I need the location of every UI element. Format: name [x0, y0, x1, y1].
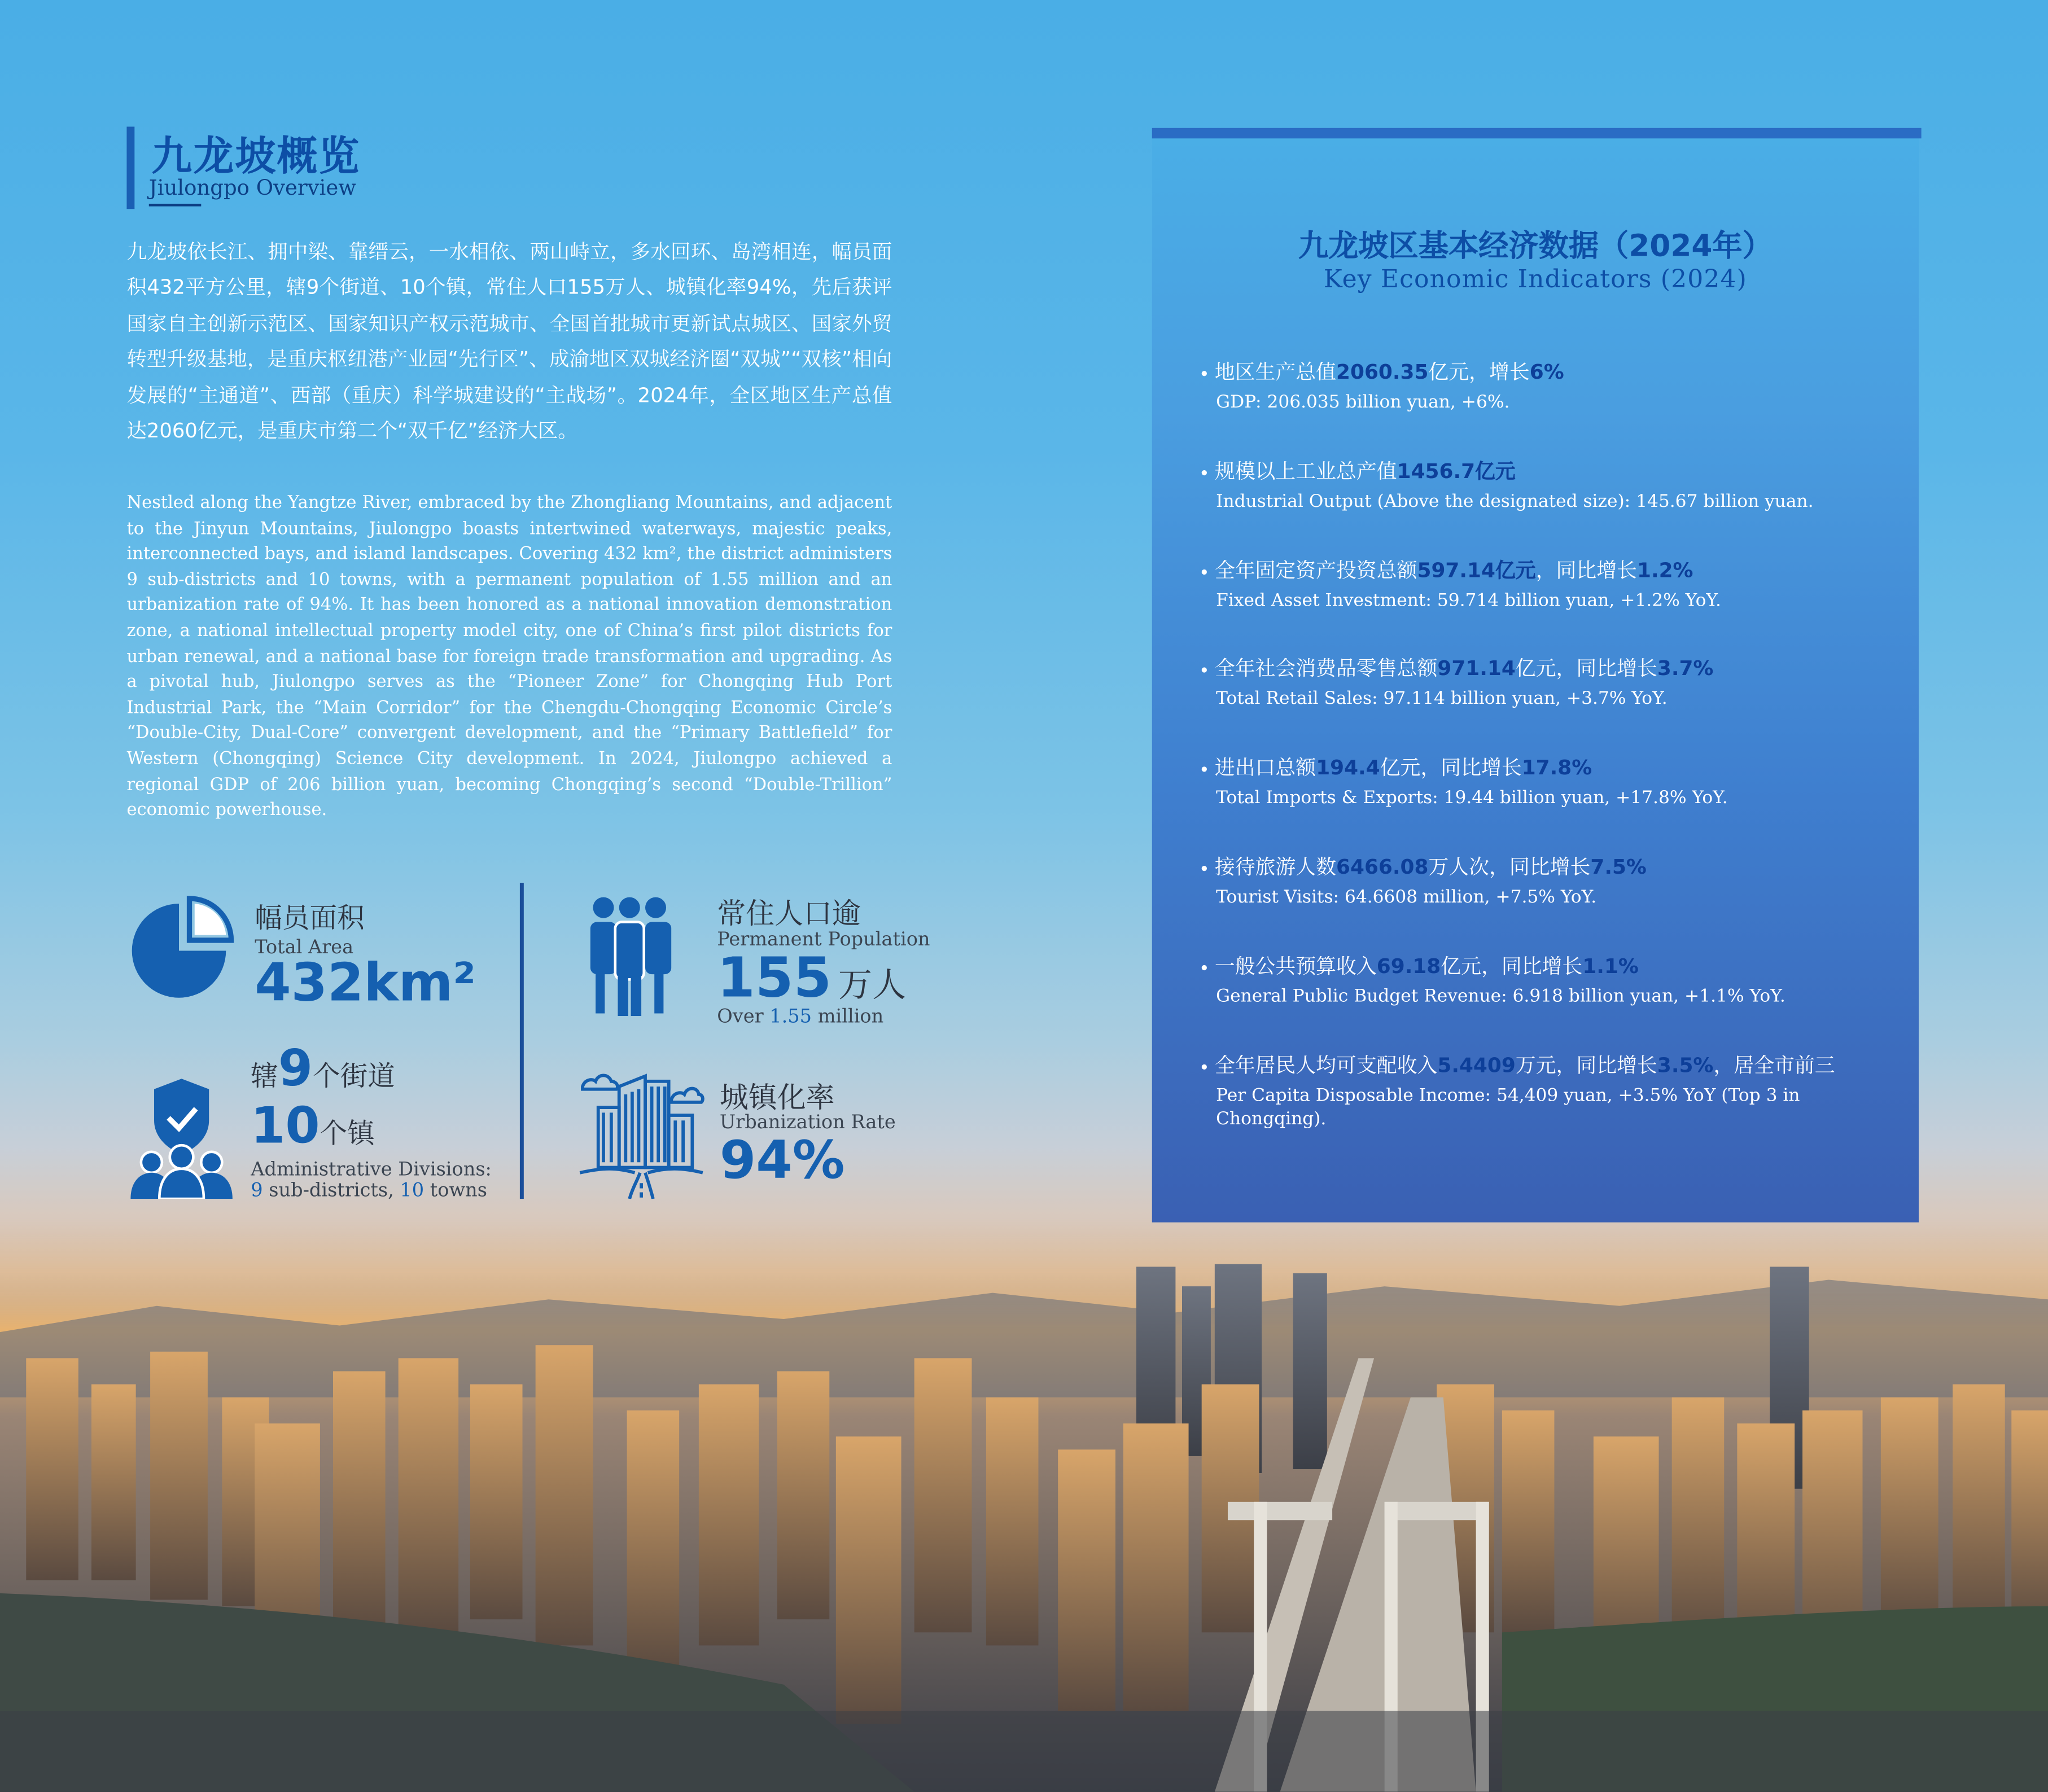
indicator-item [1202, 555, 1881, 612]
indicator-value-2: 7.5% [1590, 855, 1647, 879]
population-sub-num: 1.55 [769, 1006, 812, 1028]
indicator-english: Total Imports & Exports: 19.44 billion yuan, +17.8% YoY. [1216, 787, 1728, 809]
panel-top-bar [1152, 128, 1922, 139]
indicator-text-a: 规模以上工业总产值 [1214, 459, 1397, 484]
indicator-text-b: 万元，同比增长 [1515, 1054, 1657, 1077]
indicator-value-2: 17.8% [1521, 756, 1592, 780]
divisions-sub [251, 1181, 492, 1202]
town-unit: 个镇 [320, 1118, 375, 1150]
indicator-value-2: 3.5% [1657, 1054, 1714, 1077]
bullet-icon [1202, 569, 1207, 574]
indicator-text-a: 一般公共预算收入 [1214, 954, 1377, 979]
indicator-item [1202, 357, 1881, 414]
indicator-value-2: 6% [1529, 360, 1564, 384]
area-label-en: Total Area [255, 937, 354, 959]
population-sub [717, 1007, 930, 1028]
indicator-english: GDP: 206.035 billion yuan, +6%. [1216, 392, 1510, 413]
area-label-cn: 幅员面积 [255, 902, 365, 934]
urbanization-stat [720, 1076, 896, 1191]
indicator-item [1202, 653, 1881, 711]
indicator-text-b: 亿元，同比增长 [1380, 756, 1522, 780]
indicator-text-c: ，居全市前三 [1713, 1054, 1835, 1077]
population-sub-post: million [812, 1006, 884, 1028]
intro-english-paragraph: Nestled along the Yangtze River, embraced by the Zhongliang Mountains, and adjacent to the Jinyun Mountains, Jiulongpo boasts intertwined waterways, majestic peaks, interconnected bays, and island landscapes. Covering 432 km², the district administers 9 sub-districts and 10 towns, with a permanent population of 1.55 million and an urbanization rate of 94%. It has been honored as a national innovation demonstration zone, a national intellectual property model city, one of China’s first pilot districts for urban renewal, and a national base for foreign trade transformation and upgrading. As a pivotal hub, Jiulongpo serves as the “Pioneer Zone” for Chongqing Hub Port Industrial Park, the “Main Corridor” for the Chengdu-Chongqing Economic Circle’s “Double-City, Dual-Core” convergent development, and the “Primary Battlefield” for Western (Chongqing) Science City development. In 2024, Jiulongpo achieved a regional GDP of 206 billion yuan, becoming Chongqing’s second “Double-Trillion” economic powerhouse. [126, 493, 892, 821]
urbanization-label-en: Urbanization Rate [719, 1112, 896, 1134]
subdistrict-count: 9 [278, 1039, 313, 1097]
urbanization-value: 94% [719, 1131, 845, 1191]
divisions-sub-post: towns [424, 1180, 488, 1202]
indicator-english: Total Retail Sales: 97.114 billion yuan, +3.7% YoY. [1216, 688, 1668, 709]
indicator-english: Fixed Asset Investment: 59.714 billion yuan, +1.2% YoY. [1216, 590, 1721, 611]
population-label-en: Permanent Population [717, 930, 930, 951]
indicator-text-b: ，同比增长 [1535, 559, 1638, 582]
stats-divider [520, 883, 524, 1199]
city-buildings-icon [577, 1068, 706, 1199]
indicator-value-2: 1.1% [1582, 954, 1639, 979]
indicator-text-a: 全年固定资产投资总额 [1214, 559, 1417, 582]
divisions-sub-num1: 9 [251, 1180, 263, 1202]
divisions-label-en: Administrative Divisions: [251, 1159, 492, 1181]
indicator-item [1202, 950, 1881, 1008]
indicator-english: Industrial Output (Above the designated size): 145.67 billion yuan. [1216, 490, 1814, 512]
population-unit: 万人 [838, 966, 907, 1006]
indicator-value-1: 1456.7亿元 [1397, 459, 1516, 484]
population-value: 155 [717, 945, 832, 1010]
divisions-sub-mid: sub-districts, [262, 1180, 400, 1202]
bullet-icon [1202, 1064, 1207, 1069]
divisions-stat [251, 1040, 492, 1202]
indicator-text-a: 全年居民人均可支配收入 [1214, 1054, 1438, 1077]
indicator-english: Per Capita Disposable Income: 54,409 yuan, +3.5% YoY (Top 3 in Chongqing). [1216, 1085, 1800, 1130]
bullet-icon [1202, 470, 1207, 475]
people-group-icon [588, 896, 671, 1016]
population-label-cn: 常住人口逾 [717, 898, 861, 931]
divisions-prefix: 辖 [251, 1060, 278, 1092]
subtitle-underline [149, 204, 202, 205]
indicator-item [1202, 852, 1881, 909]
indicator-text-a: 地区生产总值 [1214, 360, 1337, 384]
urbanization-label-cn: 城镇化率 [719, 1083, 835, 1115]
area-stat [255, 897, 476, 1014]
panel-subtitle: Key Economic Indicators (2024) [1323, 265, 1747, 294]
indicator-text-a: 进出口总额 [1214, 756, 1316, 780]
population-stat [717, 892, 930, 1028]
indicator-english: General Public Budget Revenue: 6.918 billion yuan, +1.1% YoY. [1216, 985, 1786, 1007]
shield-people-icon [128, 1076, 235, 1199]
divisions-sub-num2: 10 [400, 1180, 425, 1202]
indicator-item [1202, 752, 1881, 810]
indicator-value-1: 971.14 [1437, 656, 1516, 681]
subdistrict-unit: 个街道 [313, 1060, 395, 1092]
city-skyline-image [0, 1215, 2048, 1792]
indicator-text-b: 亿元，同比增长 [1515, 656, 1657, 681]
indicator-text-b: 万人次，同比增长 [1428, 855, 1591, 879]
panel-title: 九龙坡区基本经济数据（2024年） [1298, 230, 1773, 264]
indicator-value-1: 597.14亿元 [1417, 559, 1536, 582]
indicator-value-1: 6466.08 [1336, 855, 1429, 879]
bullet-icon [1202, 370, 1207, 375]
town-count: 10 [251, 1097, 320, 1155]
indicator-value-2: 3.7% [1657, 656, 1714, 681]
page-title: 九龙坡概览 [151, 133, 361, 181]
area-value: 432km² [255, 953, 476, 1014]
indicator-value-1: 2060.35 [1336, 360, 1429, 384]
intro-chinese-paragraph: 九龙坡依长江、拥中梁、靠缙云，一水相依、两山峙立，多水回环、岛湾相连，幅员面积432平方公里，辖9个街道、10个镇，常住人口155万人、城镇化率94%，先后获评国家自主创新示范区、国家知识产权示范城市、全国首批城市更新试点城区、国家外贸转型升级基地，是重庆枢纽港产业园“先行区”、成渝地区双城经济圈“双城”“双核”相向发展的“主通道”、西部（重庆）科学城建设的“主战场”。2024年，全区地区生产总值达2060亿元，是重庆市第二个“双千亿”经济大区。 [126, 240, 892, 443]
indicator-text-b: 亿元，增长 [1428, 360, 1530, 384]
bullet-icon [1202, 865, 1207, 870]
indicator-value-2: 1.2% [1637, 559, 1693, 582]
title-accent-bar [126, 126, 134, 209]
bullet-icon [1202, 667, 1207, 672]
indicator-value-1: 69.18 [1376, 954, 1441, 979]
population-sub-pre: Over [717, 1006, 770, 1028]
indicator-english: Tourist Visits: 64.6608 million, +7.5% YoY. [1216, 887, 1597, 908]
indicator-item [1202, 456, 1881, 514]
indicator-item [1202, 1050, 1881, 1131]
bullet-icon [1202, 766, 1207, 771]
indicator-value-1: 5.4409 [1437, 1054, 1516, 1077]
pie-chart-icon [126, 896, 236, 1005]
indicator-text-a: 全年社会消费品零售总额 [1214, 656, 1438, 681]
page-subtitle: Jiulongpo Overview [148, 175, 356, 200]
indicator-value-1: 194.4 [1316, 756, 1380, 780]
bullet-icon [1202, 965, 1207, 970]
indicator-text-a: 接待旅游人数 [1214, 855, 1337, 879]
indicator-text-b: 亿元，同比增长 [1441, 954, 1583, 979]
